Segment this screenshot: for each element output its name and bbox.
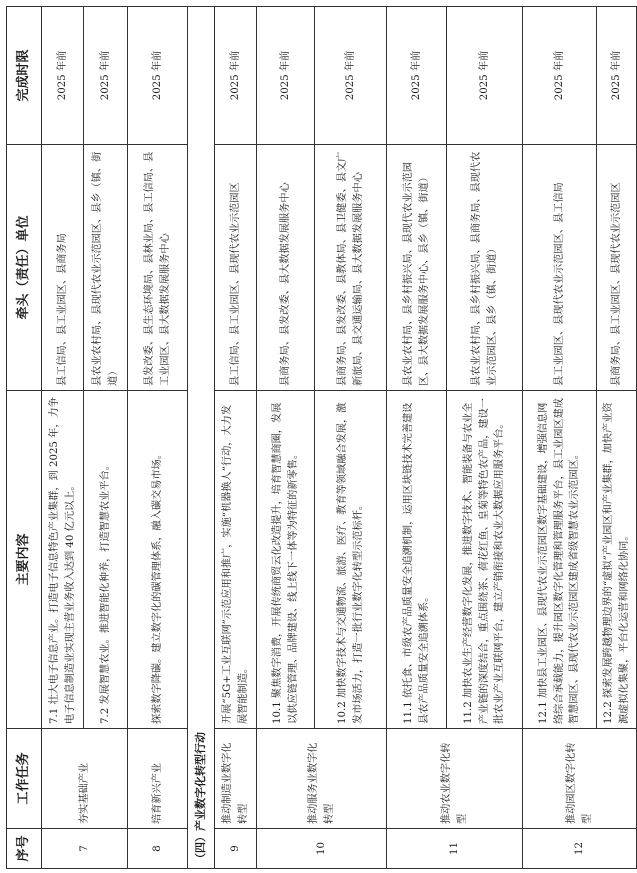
content-cell: 7.2 发展智慧农业。推进智能化种养，打造智慧农业平台。 — [84, 391, 128, 729]
content-cell: 12.1 加快县工业园区、县现代农业示范园区数字基础建设，增强信息网络综合承载能力，提升园区数字化管理和管理服务平台，县工业园区建成智慧园区、县现代农业示范园区建成省级智慧农业示范园区。 — [523, 391, 597, 729]
deadline-cell: 2025 年前 — [523, 7, 597, 145]
content-cell: 开展“5G+工业互联网”示范应用和推广，实施“机器换人”行动，大力发展智能制造。 — [215, 391, 257, 729]
content-cell: 10.1 聚焦数字消费，开展传统商贸云化改造提升，培育智慧商圈，发展以供应链管理、品牌建设、线上线下一体等为特征的新零售。 — [257, 391, 315, 729]
row-task: 推动农业数字化转型 — [387, 729, 523, 829]
task-table — [6, 6, 637, 869]
table-row — [257, 7, 315, 869]
table-row — [523, 7, 597, 869]
row-task: 推动制造业数字化转型 — [215, 729, 257, 829]
section-title: （四）产业数字化转型行动 — [188, 7, 215, 869]
lead-cell: 县工信局、县工业园区、县现代农业示范园区 — [215, 145, 257, 391]
header-row — [7, 7, 42, 869]
content-cell: 11.1 依托食、市级农产品质量安全追溯机制，运用区块链技术完善建设县农产品质量安全追溯体系。 — [387, 391, 447, 729]
header-no: 序号 — [7, 829, 42, 869]
table-row — [215, 7, 257, 869]
lead-cell: 县农业农村局、县乡村振兴局、县现代农业示范园区、县大数据发展服务中心、县乡（镇、街道） — [387, 145, 447, 391]
deadline-cell: 2025 年前 — [257, 7, 315, 145]
deadline-cell: 2025 年前 — [597, 7, 637, 145]
deadline-cell: 2025 年前 — [387, 7, 447, 145]
lead-cell: 县农业农村局、县乡村振兴局、县商务局、县现代农业示范园区、县乡（镇、街道） — [447, 145, 523, 391]
content-cell: 10.2 加快数字技术与交通物流、旅游、医疗、教育等领域融合发展，激发市场活力，打造一批行业数字化转型示范标杆。 — [315, 391, 387, 729]
row-task: 推动园区数字化转型 — [523, 729, 637, 829]
row-no: 9 — [215, 829, 257, 869]
deadline-cell: 2025 年前 — [84, 7, 128, 145]
lead-cell: 县农业农村局、县现代农业示范园区、县乡（镇、街道） — [84, 145, 128, 391]
lead-cell: 县商务局、县发改委、县大数据发展服务中心 — [257, 145, 315, 391]
lead-cell: 县商务局、县工业园区、县现代农业示范园区 — [597, 145, 637, 391]
lead-cell: 县工信局、县工业园区、县商务局 — [42, 145, 84, 391]
row-task: 培育新兴产业 — [128, 729, 188, 829]
content-cell: 12.2 探索发展跨越物理边界的“虚拟”产业园区和产业集群，加快产业资源虚拟化集聚，平台化运营和网络化协同。 — [597, 391, 637, 729]
deadline-cell: 2025 年前 — [42, 7, 84, 145]
row-no: 8 — [128, 829, 188, 869]
header-task: 工作任务 — [7, 729, 42, 829]
header-content: 主要内容 — [7, 391, 42, 729]
header-deadline: 完成时限 — [7, 7, 42, 145]
table-row — [128, 7, 188, 869]
row-no: 12 — [523, 829, 637, 869]
row-no: 10 — [257, 829, 387, 869]
content-cell: 探索数字降碳。建立数字化的碳管理体系，融入碳交易市场。 — [128, 391, 188, 729]
deadline-cell: 2025 年前 — [447, 7, 523, 145]
deadline-cell: 2025 年前 — [215, 7, 257, 145]
row-no: 7 — [42, 829, 128, 869]
lead-cell: 县发改委、县生态环境局、县林业局、县工信局、县工业园区、县大数据发展服务中心 — [128, 145, 188, 391]
row-task: 推动服务业数字化转型 — [257, 729, 387, 829]
lead-cell: 县工业园区、县现代农业示范园区、县工信局 — [523, 145, 597, 391]
table-row — [387, 7, 447, 869]
deadline-cell: 2025 年前 — [128, 7, 188, 145]
content-cell: 7.1 壮大电子信息产业。打造电子信息特色产业集群，到 2025 年，力争电子信息制造业实现主营业务收入达到 40 亿元以上。 — [42, 391, 84, 729]
row-no: 11 — [387, 829, 523, 869]
header-lead: 牵头（责任）单位 — [7, 145, 42, 391]
lead-cell: 县商务局、县发改委、县教体局、县卫健委、县文广新旅局、县交通运输局、县大数据发展服务中心 — [315, 145, 387, 391]
section-row — [188, 7, 215, 869]
content-cell: 11.2 加快农业生产经营数字化发展，推进数字技术、智能装备与农业全产业链的深度结合，重点围绕茶、荷花红鱼、皇菊等特色农产品，建设一批农业产业互联网平台，建立产销衔接和农业大数据应用服务平台。 — [447, 391, 523, 729]
table-row — [42, 7, 84, 869]
deadline-cell: 2025 年前 — [315, 7, 387, 145]
row-task: 夯实基础产业 — [42, 729, 128, 829]
